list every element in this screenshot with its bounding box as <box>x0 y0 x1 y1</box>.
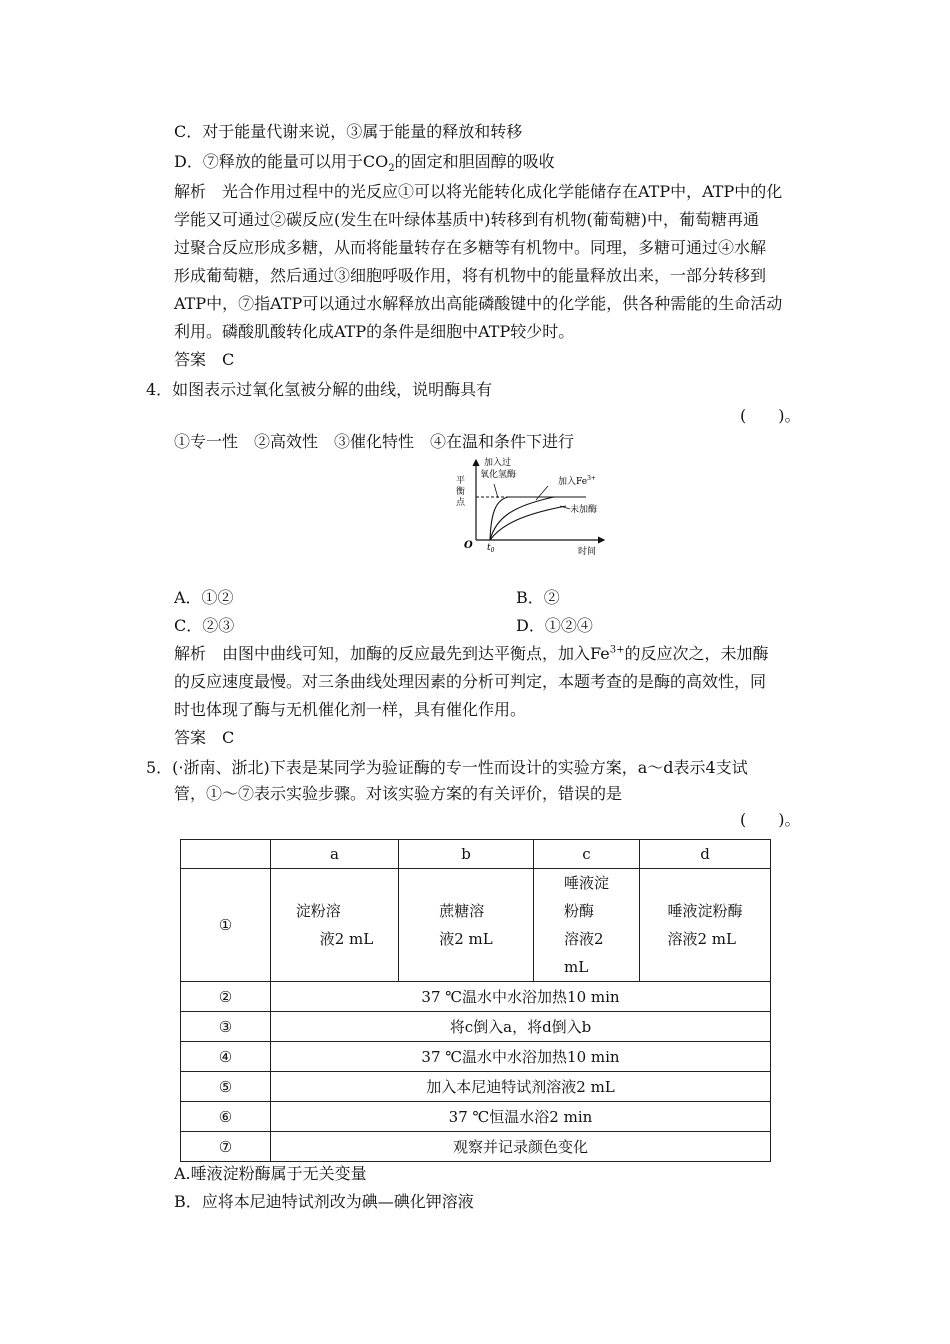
graph-label-fe <box>558 475 596 487</box>
q5-answer-blank: ( )。 <box>740 810 801 829</box>
table-step-cell: ⑦ <box>181 1132 271 1162</box>
q4-option-d: D．①②④ <box>516 616 593 635</box>
table-step-text: 37 ℃温水中水浴加热10 min <box>271 1042 771 1072</box>
table-step-cell: ⑥ <box>181 1102 271 1132</box>
q4-option-b: B．② <box>516 588 560 607</box>
table-step-cell: ③ <box>181 1012 271 1042</box>
table-step-cell: ④ <box>181 1042 271 1072</box>
table-cell-line: 粉酶 <box>563 902 594 920</box>
table-step-text: 加入本尼迪特试剂溶液2 mL <box>271 1072 771 1102</box>
q4-option-c: C．②③ <box>174 616 235 635</box>
table-cell-line: 液2 mL <box>319 930 374 948</box>
q3-analysis-line: 解析 光合作用过程中的光反应①可以将光能转化成化学能储存在ATP中，ATP中的化 <box>174 182 783 201</box>
q3-option-d-pre: D．⑦释放的能量可以用于CO <box>174 152 389 171</box>
table-row <box>181 1102 771 1132</box>
table-row <box>181 1132 771 1162</box>
graph-curve-fe <box>490 497 554 540</box>
q4-analysis-pre: 解析 由图中曲线可知，加酶的反应最先到达平衡点，加入Fe <box>174 644 610 663</box>
q3-analysis-line: 利用。磷酸肌酸转化成ATP的条件是细胞中ATP较少时。 <box>174 322 575 341</box>
q3-option-c: C．对于能量代谢来说，③属于能量的释放和转移 <box>174 122 523 141</box>
table-header-cell <box>181 840 271 869</box>
q5-stem: 5．(·浙南、浙北)下表是某同学为验证酶的专一性而设计的实验方案，a～d表示4支试 <box>146 758 748 777</box>
q4-stem: 4．如图表示过氧化氢被分解的曲线，说明酶具有 <box>146 380 493 399</box>
table-cell-text <box>439 897 493 953</box>
table-step-cell: ① <box>181 869 271 982</box>
table-header-cell: d <box>640 840 771 869</box>
table-cell-line: mL <box>563 958 589 976</box>
graph-xlabel: 时间 <box>578 547 597 557</box>
graph-label-fe-pre: 加入Fe <box>558 477 588 487</box>
table-header-cell: a <box>271 840 399 869</box>
q4-analysis-sup: 3+ <box>609 644 625 656</box>
q4-choices: ①专一性 ②高效性 ③催化特性 ④在温和条件下进行 <box>174 432 575 451</box>
q4-answer-blank: ( )。 <box>740 406 801 425</box>
graph-t0-t: t <box>487 543 491 553</box>
q3-analysis-line: 过聚合反应形成多糖，从而将能量转存在多糖等有机物中。同理，多糖可通过④水解 <box>174 238 767 257</box>
graph-pointer <box>494 484 498 498</box>
q3-option-d <box>174 152 555 175</box>
table-header-cell: c <box>534 840 640 869</box>
table-header-cell: b <box>399 840 534 869</box>
q5-stem: 管，①～⑦表示实验步骤。对该实验方案的有关评价，错误的是 <box>174 784 623 803</box>
table-header-row <box>181 840 771 869</box>
table-cell-text <box>296 897 374 953</box>
q4-analysis-line <box>174 644 768 664</box>
q4-option-a: A．①② <box>174 588 234 607</box>
table-row <box>181 1042 771 1072</box>
graph-origin: O <box>464 540 473 551</box>
graph-label-fe-sup: 3+ <box>587 475 596 482</box>
table-cell-text <box>667 897 742 953</box>
table-row <box>181 1012 771 1042</box>
graph-curve-catalase <box>490 497 586 540</box>
table-cell-line: 淀粉溶 <box>295 902 341 920</box>
q3-analysis-line: 形成葡萄糖，然后通过③细胞呼吸作用，将有机物中的能量释放出来，一部分转移到 <box>174 266 767 285</box>
table-cell-c <box>534 869 640 982</box>
q5-option-a: A.唾液淀粉酶属于无关变量 <box>174 1164 367 1183</box>
q3-option-d-post: 的固定和胆固醇的吸收 <box>394 152 555 171</box>
q5-option-b: B．应将本尼迪特试剂改为碘—碘化钾溶液 <box>174 1192 474 1211</box>
graph-label-enzyme: 氧化氢酶 <box>480 470 517 480</box>
graph-pointer <box>536 486 548 500</box>
table-cell-line: 溶液2 <box>563 930 604 948</box>
graph-t0 <box>487 543 495 554</box>
table-step-text: 将c倒入a，将d倒入b <box>271 1012 771 1042</box>
table-cell-b <box>399 869 534 982</box>
q3-analysis-line: 学能又可通过②碳反应(发生在叶绿体基质中)转移到有机物(葡萄糖)中，葡萄糖再通 <box>174 210 759 229</box>
table-cell-line: 蔗糖溶 <box>439 902 485 920</box>
table-cell-line: 溶液2 mL <box>667 930 736 948</box>
graph-ylabel-char: 平 <box>456 476 466 486</box>
table-step-text: 37 ℃温水中水浴加热10 min <box>271 982 771 1012</box>
graph-label-no-enzyme: 未加酶 <box>570 505 598 515</box>
graph-t0-sub: 0 <box>490 547 495 554</box>
table-cell-text <box>564 869 609 981</box>
q4-analysis-line: 时也体现了酶与无机催化剂一样，具有催化作用。 <box>174 700 527 719</box>
graph-ylabel-char: 点 <box>456 498 466 508</box>
q4-analysis-post: 的反应次之，未加酶 <box>624 644 769 663</box>
table-step-cell: ② <box>181 982 271 1012</box>
graph-curve-no-enzyme <box>490 506 566 540</box>
table-row <box>181 1072 771 1102</box>
table-cell-d <box>640 869 771 982</box>
q4-answer: 答案 C <box>174 728 235 747</box>
table-cell-line: 唾液淀粉酶 <box>667 902 743 920</box>
q3-option-d-sub: 2 <box>388 163 395 175</box>
table-step-cell: ⑤ <box>181 1072 271 1102</box>
table-step-text: 37 ℃恒温水浴2 min <box>271 1102 771 1132</box>
q3-answer: 答案 C <box>174 350 235 369</box>
table-cell-line: 唾液淀 <box>563 874 609 892</box>
table-cell-line: 液2 mL <box>439 930 493 948</box>
q3-analysis-line: ATP中，⑦指ATP可以通过水解释放出高能磷酸键中的化学能，供各种需能的生命活动 <box>174 294 783 313</box>
table-step-text: 观察并记录颜色变化 <box>271 1132 771 1162</box>
q4-analysis-line: 的反应速度最慢。对三条曲线处理因素的分析可判定，本题考查的是酶的高效性，同 <box>174 672 767 691</box>
experiment-table <box>180 839 771 1162</box>
graph-label-enzyme: 加入过 <box>484 458 512 468</box>
graph-ylabel-char: 衡 <box>456 487 466 497</box>
table-row <box>181 982 771 1012</box>
table-cell-a <box>271 869 399 982</box>
table-row <box>181 869 771 982</box>
enzyme-reaction-graph <box>454 452 614 562</box>
